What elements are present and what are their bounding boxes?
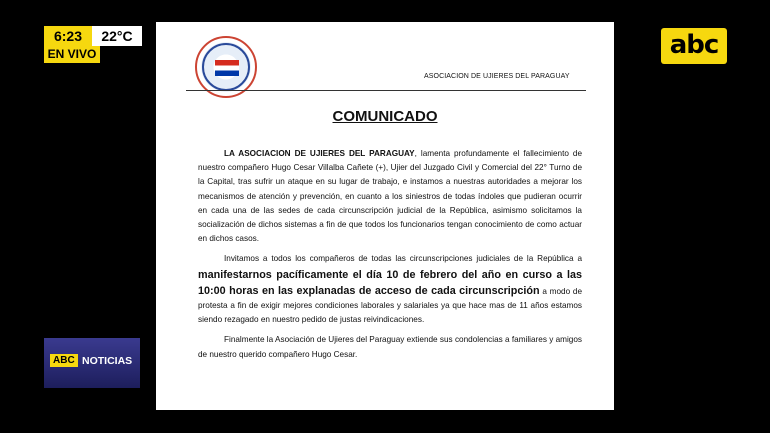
association-seal-icon: [195, 36, 257, 98]
temperature: 22°C: [101, 28, 133, 44]
news-label: NOTICIAS: [82, 355, 133, 367]
document-body: [198, 147, 582, 368]
news-abc: ABC: [50, 354, 78, 367]
communique-document: [156, 22, 614, 410]
live-badge: EN VIVO: [44, 46, 100, 63]
abc-logo: abc: [661, 28, 727, 64]
abc-noticias-badge: [44, 338, 140, 388]
paragraph-3: Finalmente la Asociación de Ujieres del Paraguay extiende sus condolencias a familiares y amigos de nuestro querido compañero Hugo Cesar.: [198, 335, 582, 359]
paragraph-2: [198, 252, 582, 327]
org-header: ASOCIACION DE UJIERES DEL PARAGUAY: [424, 73, 570, 80]
p2-bold: manifestarnos pacíficamente el día 10 de febrero del año en curso a las 10:00 horas en las explanadas de acceso de cada circunscripción: [198, 268, 582, 297]
p1-bold: LA ASOCIACION DE UJIERES DEL PARAGUAY: [224, 149, 415, 158]
paragraph-1: [198, 147, 582, 246]
p1-rest: , lamenta profundamente el fallecimiento de nuestro compañero Hugo Cesar Villalba Cañete (+), Ujier del Juzgado Civil y Comercial del 22° Turno de la Capital, tras sufrir un ataque en su lugar de trabajo, e instamos a nuestras autoridades a mejorar los mecanismos de atención y prevención, en cuanto a los siniestros de todas índoles que pudieran ocurrir en cada una de las sedes de cada circunscripción judicial de la República, asimismo solicitamos la socialización de dichos sistemas a fin de que todos los funcionarios tengan conocimiento de como actuar en dichos casos.: [198, 149, 582, 244]
clock-temperature-bar: [44, 26, 142, 46]
p2-end: a modo de protesta a fin de exigir mejores condiciones laborales y salariales ya que hace mas de 11 años estamos siendo rezagado en nuestro pedido de justas reivindicaciones.: [198, 286, 582, 325]
clock-time: 6:23: [44, 26, 92, 46]
document-title: COMUNICADO: [332, 108, 438, 125]
header-divider: [186, 90, 586, 91]
p2-start: Invitamos a todos los compañeros de todas las circunscripciones judiciales de la República a: [224, 254, 582, 264]
